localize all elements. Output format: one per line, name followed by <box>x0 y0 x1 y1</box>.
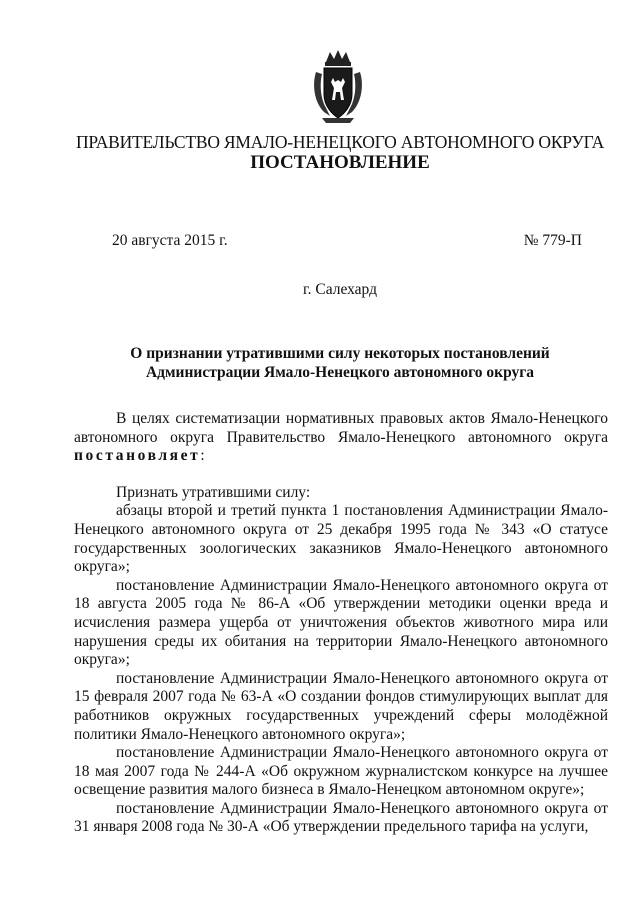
document-title <box>90 344 590 382</box>
declare-paragraph: Признать утратившими силу: <box>116 483 311 501</box>
list-item: постановление Администрации Ямало-Ненецкого автономного округа от 18 мая 2007 года № 244-А «Об окружном журналистском конкурсе на лучшее освещение развития малого бизнеса в Ямало-Ненецком автономном округе»; <box>74 744 608 799</box>
document-city: г. Салехард <box>303 281 377 298</box>
document-type: ПОСТАНОВЛЕНИЕ <box>250 152 430 173</box>
organization-name: ПРАВИТЕЛЬСТВО ЯМАЛО-НЕНЕЦКОГО АВТОНОМНОГО ОКРУГА <box>75 132 605 152</box>
coat-of-arms-icon <box>308 48 368 124</box>
title-line-1: О признании утратившими силу некоторых постановлений <box>130 345 550 362</box>
intro-text: В целях систематизации нормативных правовых актов Ямало-Ненецкого автономного округа Правительство Ямало-Ненецкого автономного округа <box>74 410 608 446</box>
document-body <box>74 410 608 837</box>
list-item: абзацы второй и третий пункта 1 постановления Администрации Ямало-Ненецкого автономного округа от 25 декабря 1995 года № 343 «О статусе государственных зоологических заказников Ямало-Ненецкого автономного округа»; <box>74 502 608 576</box>
resolves-colon: : <box>200 447 205 465</box>
document-number: № 779-П <box>523 232 582 249</box>
list-item: постановление Администрации Ямало-Ненецкого автономного округа от 15 февраля 2007 года № 63-А «О создании фондов стимулирующих выплат для работников окружных государственных учреждений сферы молодёжной политики Ямало-Ненецкого автономного округа»; <box>74 669 608 743</box>
list-item: постановление Администрации Ямало-Ненецкого автономного округа от 18 августа 2005 года № 86-А «Об утверждении методики оценки вреда и исчисления размера ущерба от уничтожения объектов животного мира или нарушения среды их обитания на территории Ямало-Ненецкого автономного округа»; <box>74 576 608 669</box>
title-line-2: Администрации Ямало-Ненецкого автономного округа <box>145 364 535 381</box>
intro-paragraph <box>74 410 608 466</box>
document-date: 20 августа 2015 г. <box>112 232 228 249</box>
list-item: постановление Администрации Ямало-Ненецкого автономного округа от 31 января 2008 года № 30-А «Об утверждении предельного тарифа на услуги, <box>74 799 608 836</box>
resolves-word: постановляет <box>74 447 201 465</box>
